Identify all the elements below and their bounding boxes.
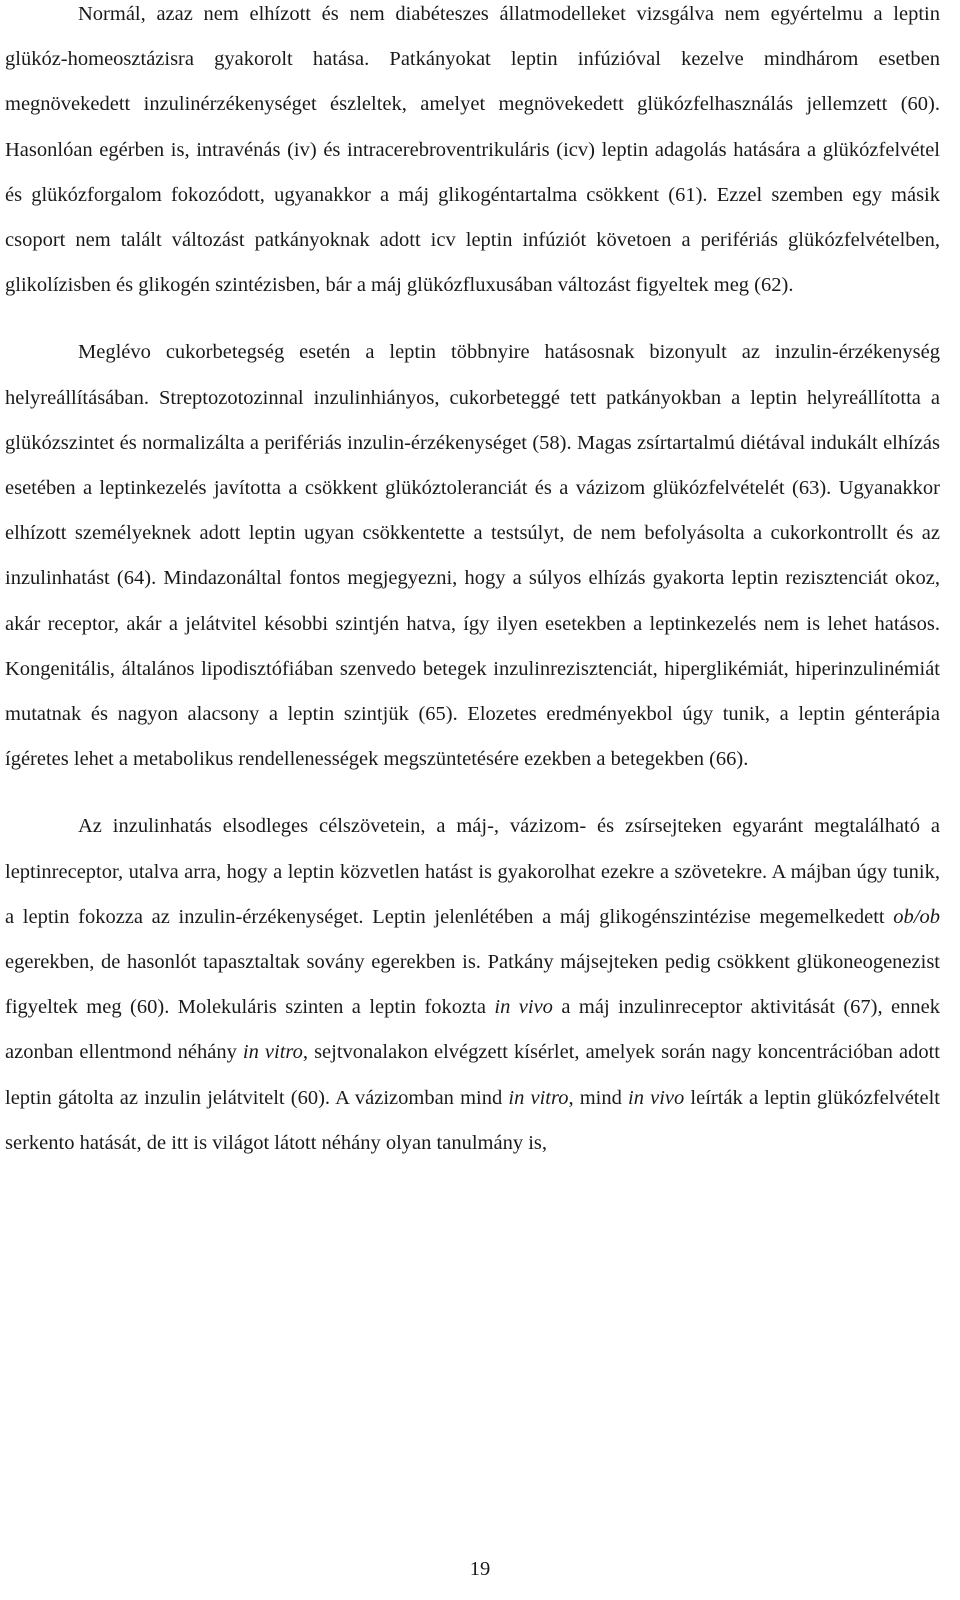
paragraph-3-italic-ob-ob: ob/ob [893,905,940,928]
body-text [5,0,940,1166]
paragraph-3-italic-in-vivo-1: in vivo [494,996,553,1019]
paragraph-3-text-3: a máj inzulinreceptor aktivitását (67), ennek azonban ellentmond néhány [5,996,941,1064]
paragraph-3-italic-in-vivo-2: in vivo [628,1086,685,1109]
paragraph-3 [5,804,940,1166]
paragraph-3-text-6: leírták a leptin glükózfelvételt serkento hatását, de itt is világot látott néhány olyan tanulmány is, [5,1086,940,1154]
paragraph-3-text-2: egerekben, de hasonlót tapasztaltak sovány egerekben is. Patkány májsejteken pedig csökkent glükoneogenezist figyeltek meg (60). Molekuláris szinten a leptin fokozta [5,951,940,1019]
paragraph-3-italic-in-vitro-2: in vitro [508,1086,569,1109]
paragraph-1-text: Normál, azaz nem elhízott és nem diabéteszes állatmodelleket vizsgálva nem egyértelmu a leptin glükóz-homeosztázisra gyakorolt hatása. Patkányokat leptin infúzióval kezelve mindhárom esetben megnövekedett inzulinérzékenységet észleltek, amelyet megnövekedett glükózfelhasználás jellemzett (60). Hasonlóan egérben is, intravénás (iv) és intracerebroventrikuláris (icv) leptin adagolás hatására a glükózfelvétel és glükózforgalom fokozódott, ugyanakkor a máj glikogéntartalma csökkent (61). Ezzel szemben egy másik csoport nem talált változást patkányoknak adott icv leptin infúziót követoen a perifériás glükózfelvételben, glikolízisben és glikogén szintézisben, bár a máj glükózfluxusában változást figyeltek meg (62). [5,3,940,297]
page-number: 19 [469,1558,491,1580]
paragraph-1 [5,0,940,308]
paragraph-3-italic-in-vitro-1: in vitro [242,1041,303,1064]
paragraph-2-text: Meglévo cukorbetegség esetén a leptin többnyire hatásosnak bizonyult az inzulin-érzékenység helyreállításában. Streptozotozinnal inzulinhiányos, cukorbeteggé tett patkányokban a leptin helyreállította a glükózszintet és normalizálta a perifériás inzulin-érzékenységet (58). Magas zsírtartalmú diétával indukált elhízás esetében a leptinkezelés javította a csökkent glükóztoleranciát és a vázizom glükózfelvételét (63). Ugyanakkor elhízott személyeknek adott leptin ugyan csökkentette a testsúlyt, de nem befolyásolta a cukorkontrollt és az inzulinhatást (64). Mindazonáltal fontos megjegyezni, hogy a súlyos elhízás gyakorta leptin rezisztenciát okoz, akár receptor, akár a jelátvitel késobbi szintjén hatva, így ilyen esetekben a leptinkezelés nem is lehet hatásos. Kongenitális, általános lipodisztófiában szenvedo betegek inzulinrezisztenciát, hiperglikémiát, hiperinzulinémiát mutatnak és nagyon alacsony a leptin szintjük (65). Elozetes eredményekbol úgy tunik, a leptin génterápia ígéretes lehet a metabolikus rendellenességek megszüntetésére ezekben a betegekben (66). [5,341,940,771]
paragraph-3-text-5: , mind [568,1086,629,1109]
paragraph-2 [5,330,940,782]
paragraph-3-text-4: , sejtvonalakon elvégzett kísérlet, amelyek során nagy koncentrációban adott leptin gátolta az inzulin jelátvitelt (60). A vázizomban mind [5,1041,940,1109]
paragraph-3-text-1: Az inzulinhatás elsodleges célszövetein, a máj-, vázizom- és zsírsejteken egyaránt megtalálható a leptinreceptor, utalva arra, hogy a leptin közvetlen hatást is gyakorolhat ezekre a szövetekre. A májban úgy tunik, a leptin fokozza az inzulin-érzékenységet. Leptin jelenlétében a máj glikogénszintézise megemelkedett [5,815,940,928]
